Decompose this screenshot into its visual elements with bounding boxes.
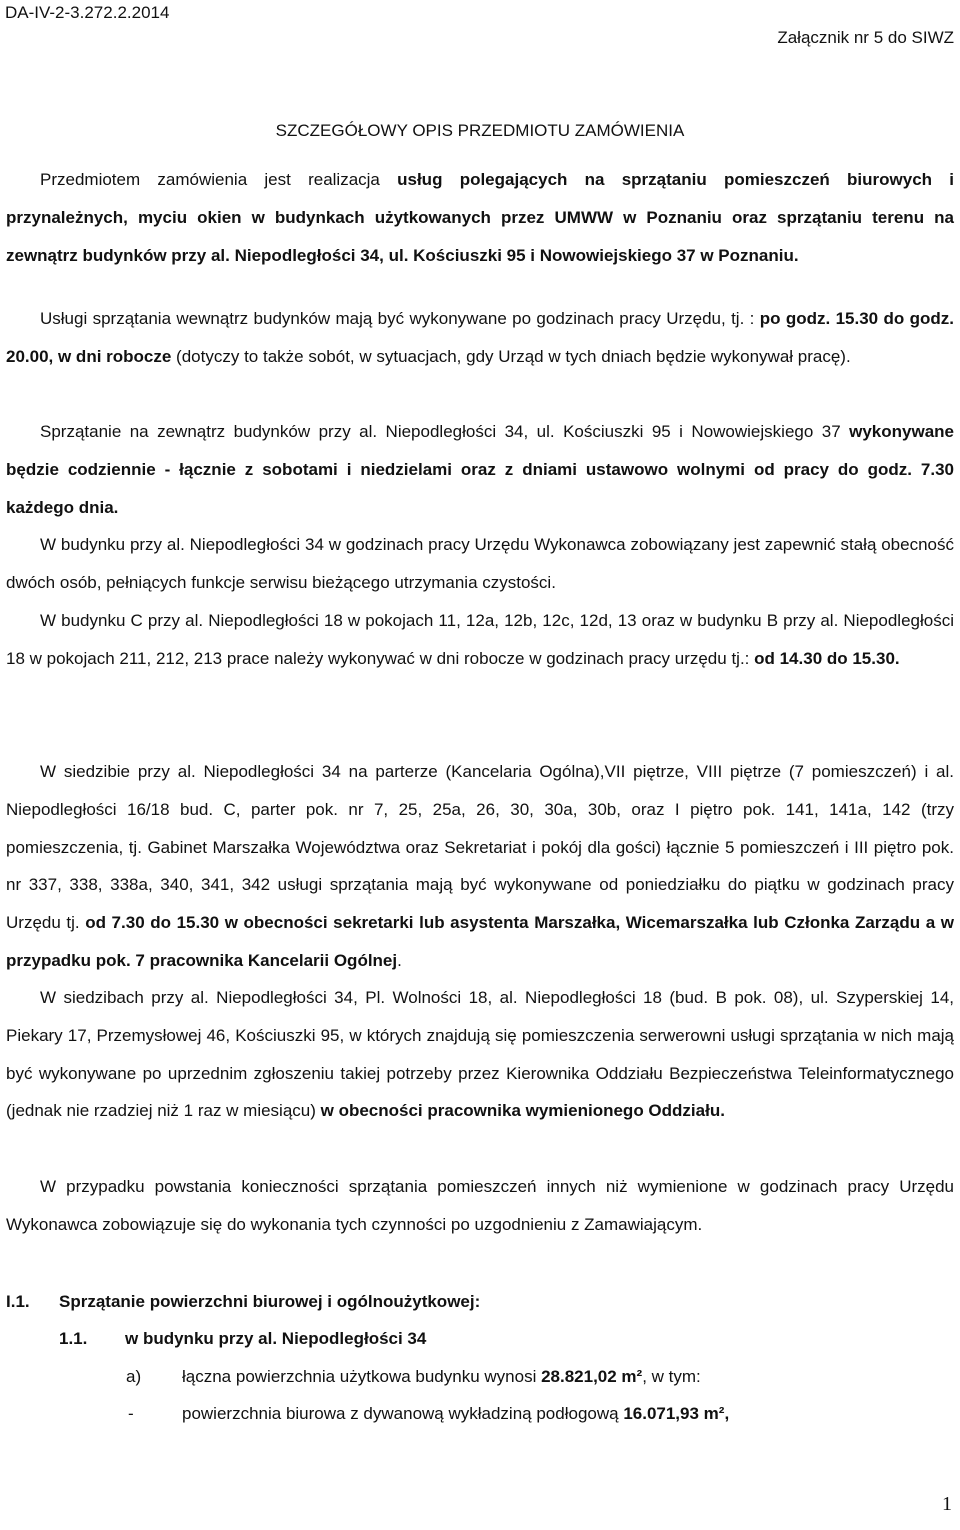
paragraph-external-cleaning [6,413,954,526]
subsection-title: w budynku przy al. Niepodległości 34 [125,1329,427,1348]
subsection-number: 1.1. [59,1329,88,1348]
paragraph-headquarters [6,753,954,980]
list-item-value: 28.821,02 m² [541,1367,643,1386]
text-run: W budynku przy al. Niepodległości 34 w godzinach pracy Urzędu Wykonawca zobowiązany jest zapewnić stałą obecność dwóch osób, pełniących funkcje serwisu bieżącego utrzymania czystości. [6,535,954,592]
list-item-marker: a) [126,1367,142,1386]
paragraph-server-rooms [6,979,954,1130]
list-item-value: 16.071,93 m², [623,1404,730,1423]
bold-text-run: w obecności pracownika wymienionego Oddziału. [320,1101,725,1121]
paragraph-subject [6,161,954,274]
text-run: W budynku C przy al. Niepodległości 18 w pokojach 11, 12a, 12b, 12c, 12d, 13 oraz w budynku B przy al. Niepodległości 18 w pokojach 211, 212, 213 prace należy wykonywać w dni robocze w godzinach pracy urzędu tj.: [6,611,954,668]
section-title: Sprzątanie powierzchni biurowej i ogólnoużytkowej: [59,1292,481,1311]
list-item [182,1367,701,1387]
bold-text-run: od 7.30 do 15.30 w obecności sekretarki lub asystenta Marszałka, Wicemarszałka lub Członka Zarządu a w przypadku pok. 7 pracownika Kancelarii Ogólnej [6,913,954,970]
list-item-text: powierzchnia biurowa z dywanową wykładziną podłogową [182,1404,624,1423]
paragraph-building-c [6,602,954,678]
bold-text-run: usług polegających na sprzątaniu pomieszczeń biurowych i przynależnych, myciu okien w budynkach użytkowanych przez UMWW w Poznaniu oraz sprzątaniu terenu na zewnątrz budynków przy al. Niepodległości 34, ul. Kościuszki 95 i Nowowiejskiego 37 w Poznaniu. [6,170,954,265]
text-run: . [397,950,402,970]
text-run: Usługi sprzątania wewnątrz budynków mają być wykonywane po godzinach pracy Urzędu, tj. : [40,309,760,328]
list-item-marker: - [128,1404,134,1423]
text-run: (dotyczy to także sobót, w sytuacjach, gdy Urząd w tych dniach będzie wykonywał pracę). [171,346,851,366]
list-item-suffix: , w tym: [642,1367,701,1386]
text-run: W siedzibie przy al. Niepodległości 34 na parterze (Kancelaria Ogólna),VII piętrze, VIII piętrze (7 pomieszczeń) i al. Niepodległości 16/18 bud. C, parter pok. nr 7, 25, 25a, 26, 30, 30a, 30b, oraz I piętro pok. 141, 141a, 142 (trzy pomieszczenia, tj. Gabinet Marszałka Województwa oraz Sekretariat i pokój dla gości) łącznie 5 pomieszczeń i III piętro pok. nr 337, 338, 338a, 340, 341, 342 usługi sprzątania mają być wykonywane od poniedziałku do piątku w godzinach pracy Urzędu tj. [6,762,954,933]
paragraph-internal-hours [6,300,954,376]
document-reference: DA-IV-2-3.272.2.2014 [5,3,170,22]
bold-text-run: po godz. 15.30 do godz. 20.00, w dni robocze [6,309,954,366]
paragraph-service-staff [6,526,954,602]
list-item [182,1404,729,1424]
attachment-label: Załącznik nr 5 do SIWZ [777,28,954,47]
bold-text-run: od 14.30 do 15.30. [754,648,900,668]
document-title: SZCZEGÓŁOWY OPIS PRZEDMIOTU ZAMÓWIENIA [275,121,685,140]
paragraph-other-rooms [6,1168,954,1244]
list-item-text: łączna powierzchnia użytkowa budynku wynosi [182,1367,542,1386]
bold-text-run: wykonywane będzie codziennie - łącznie z sobotami i niedzielami oraz z dniami ustawowo wolnymi od pracy do godz. 7.30 każdego dnia. [6,422,954,517]
page-number: 1 [942,1493,952,1515]
text-run: Przedmiotem zamówienia jest realizacja [40,170,398,189]
text-run: W przypadku powstania konieczności sprzątania pomieszczeń innych niż wymienione w godzinach pracy Urzędu Wykonawca zobowiązuje się do wykonania tych czynności po uzgodnieniu z Zamawiającym. [6,1177,954,1234]
text-run: W siedzibach przy al. Niepodległości 34, Pl. Wolności 18, al. Niepodległości 18 (bud. B pok. 08), ul. Szyperskiej 14, Piekary 17, Przemysłowej 46, Kościuszki 95, w których znajdują się pomieszczenia serwerowni usługi sprzątania w nich mają być wykonywane po uprzednim zgłoszeniu takiej potrzeby przez Kierownika Oddziału Bezpieczeństwa Teleinformatycznego (jednak nie rzadziej niż 1 raz w miesiącu) [6,988,954,1121]
text-run: Sprzątanie na zewnątrz budynków przy al. Niepodległości 34, ul. Kościuszki 95 i Nowowiejskiego 37 [40,422,850,441]
section-number: I.1. [6,1292,30,1311]
